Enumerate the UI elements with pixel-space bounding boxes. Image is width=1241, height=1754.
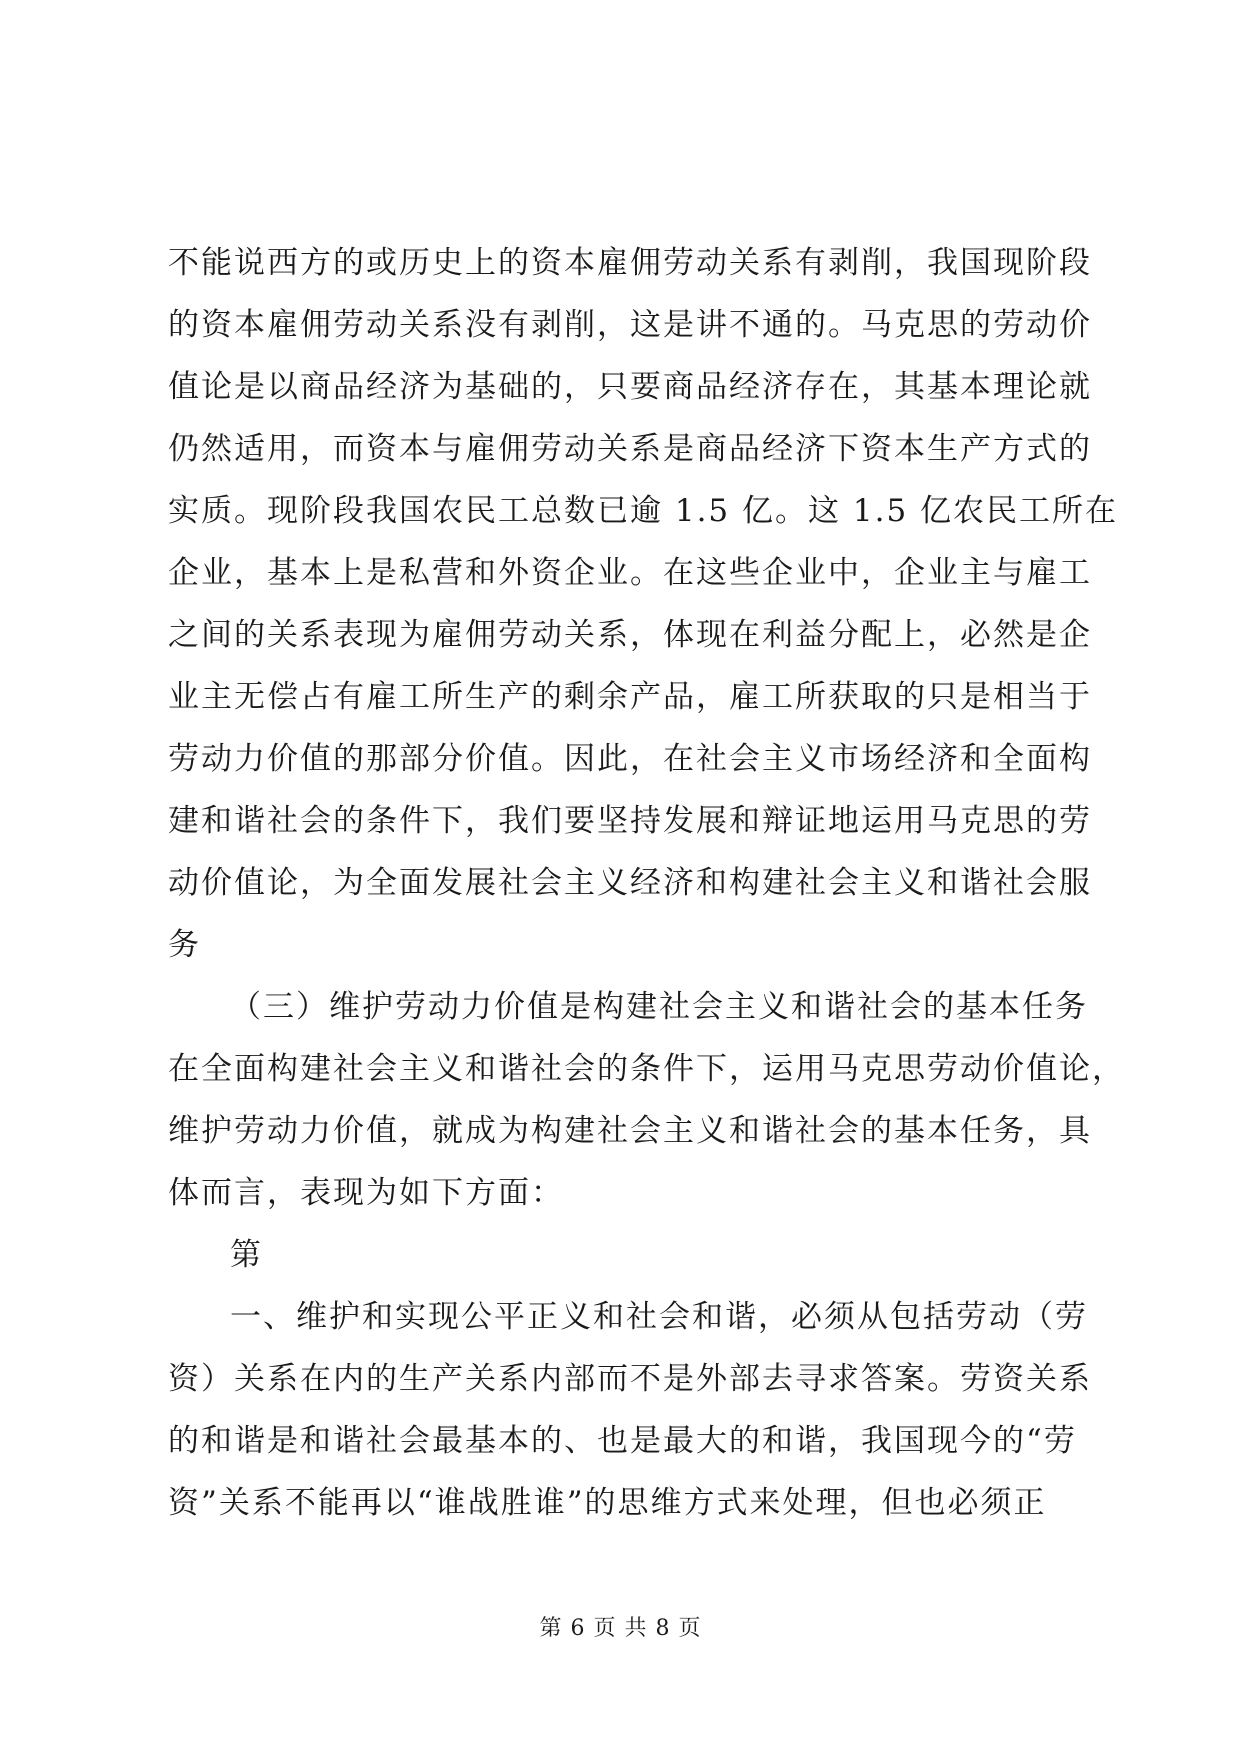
page-number: 第 6 页 共 8 页 [539, 1616, 702, 1641]
text-line: 不能说西方的或历史上的资本雇佣劳动关系有剥削，我国现阶段 [168, 245, 1092, 281]
text-line: 体而言，表现为如下方面： [168, 1175, 564, 1211]
text-line: 一、维护和实现公平正义和社会和谐，必须从包括劳动（劳 [230, 1299, 1088, 1335]
text-line: 的和谐是和谐社会最基本的、也是最大的和谐，我国现今的“劳 [168, 1423, 1077, 1459]
text-line: 的资本雇佣劳动关系没有剥削，这是讲不通的。马克思的劳动价 [168, 307, 1092, 343]
text-line: 劳动力价值的那部分价值。因此，在社会主义市场经济和全面构 [168, 741, 1092, 777]
text-line: 资）关系在内的生产关系内部而不是外部去寻求答案。劳资关系 [168, 1361, 1092, 1397]
text-line: 动价值论，为全面发展社会主义经济和构建社会主义和谐社会服 [168, 865, 1092, 901]
section-heading: （三）维护劳动力价值是构建社会主义和谐社会的基本任务 [230, 989, 1088, 1025]
text-line: 实质。现阶段我国农民工总数已逾 1.5 亿。这 1.5 亿农民工所在 [168, 493, 1119, 529]
text-line: 第 [230, 1237, 263, 1273]
text-line: 建和谐社会的条件下，我们要坚持发展和辩证地运用马克思的劳 [168, 803, 1092, 839]
page-footer [0, 1614, 1241, 1644]
text-line: 之间的关系表现为雇佣劳动关系，体现在利益分配上，必然是企 [168, 617, 1092, 653]
text-line: 维护劳动力价值，就成为构建社会主义和谐社会的基本任务，具 [168, 1113, 1092, 1149]
text-line: 资”关系不能再以“谁战胜谁”的思维方式来处理，但也必须正 [168, 1485, 1047, 1521]
text-line: 务 [168, 927, 201, 963]
document-body [168, 232, 1125, 1534]
text-line: 值论是以商品经济为基础的，只要商品经济存在，其基本理论就 [168, 369, 1092, 405]
text-line: 仍然适用，而资本与雇佣劳动关系是商品经济下资本生产方式的 [168, 431, 1092, 467]
text-line: 业主无偿占有雇工所生产的剩余产品，雇工所获取的只是相当于 [168, 679, 1092, 715]
text-line: 企业，基本上是私营和外资企业。在这些企业中，企业主与雇工 [168, 555, 1092, 591]
text-line: 在全面构建社会主义和谐社会的条件下，运用马克思劳动价值论， [168, 1051, 1125, 1087]
